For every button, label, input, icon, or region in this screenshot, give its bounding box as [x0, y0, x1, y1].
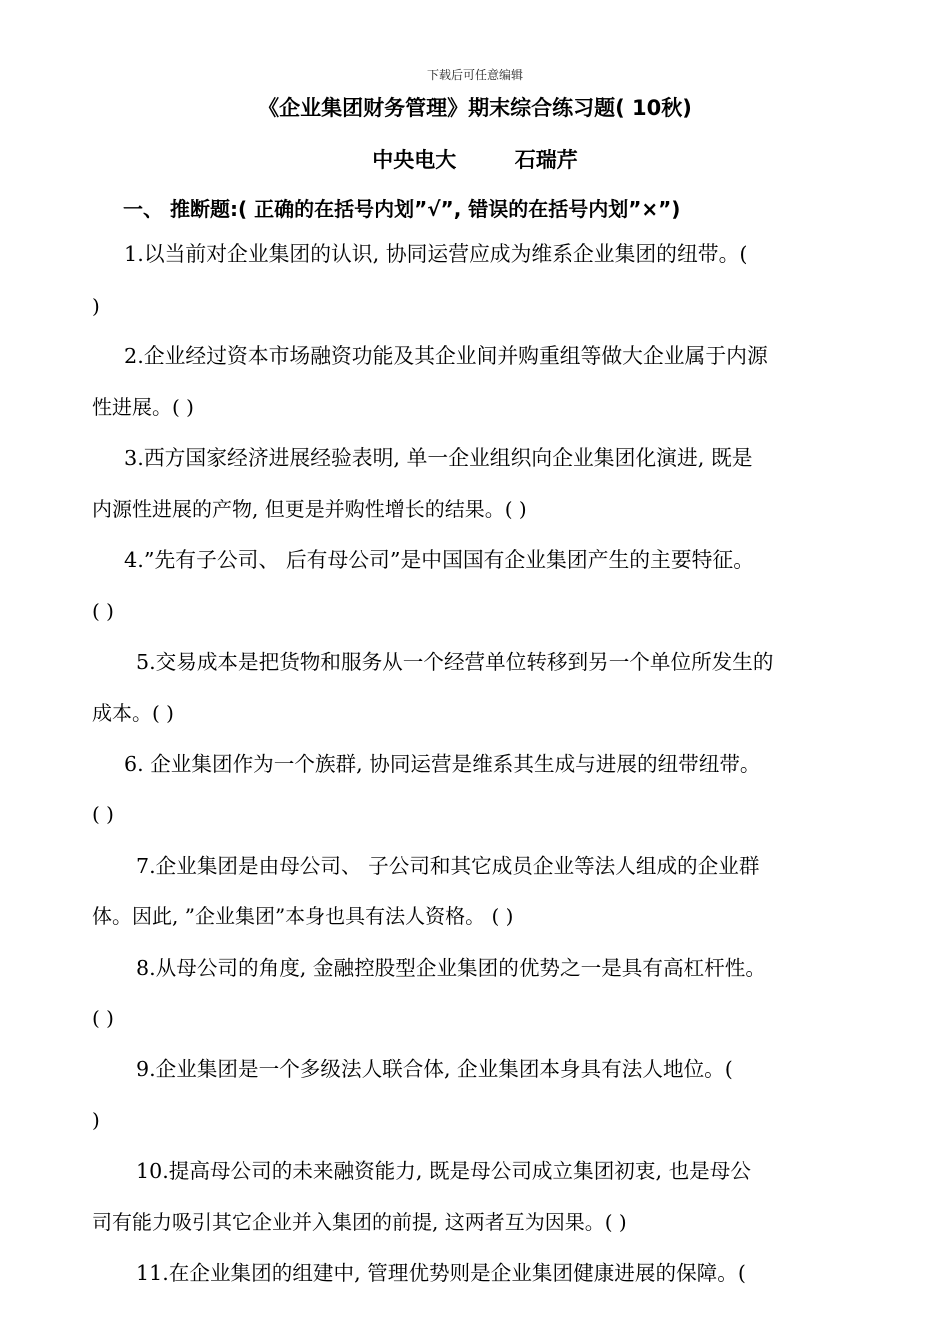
question-11-line-1: 11.在企业集团的组建中, 管理优势则是企业集团健康进展的保障。(	[136, 1261, 746, 1285]
question-2-line-2: 性进展。( )	[92, 395, 194, 419]
question-4-line-1: 4.”先有子公司、 后有母公司”是中国国有企业集团产生的主要特征。	[124, 548, 755, 572]
question-1-line-1: 1.以当前对企业集团的认识, 协同运营应成为维系企业集团的纽带。(	[124, 242, 748, 266]
question-8-line-1: 8.从母公司的角度, 金融控股型企业集团的优势之一是具有高杠杆性。	[136, 956, 766, 980]
question-7-line-1: 7.企业集团是由母公司、 子公司和其它成员企业等法人组成的企业群	[136, 854, 760, 878]
question-9-line-2: )	[92, 1108, 100, 1132]
question-4-line-2: ( )	[92, 599, 114, 623]
question-8-line-2: ( )	[92, 1006, 114, 1030]
question-1-line-2: )	[92, 294, 100, 318]
question-5-line-1: 5.交易成本是把货物和服务从一个经营单位转移到另一个单位所发生的	[136, 650, 774, 674]
header-note: 下载后可任意编辑	[426, 68, 523, 82]
question-6-line-2: ( )	[92, 802, 114, 826]
question-3-line-2: 内源性进展的产物, 但更是并购性增长的结果。( )	[92, 497, 527, 521]
section-heading: 一、 推断题:( 正确的在括号内划”√”, 错误的在括号内划”×”)	[123, 197, 681, 221]
question-5-line-2: 成本。( )	[92, 701, 174, 725]
document-title: 《企业集团财务管理》期末综合练习题( 10秋)	[258, 96, 692, 120]
question-9-line-1: 9.企业集团是一个多级法人联合体, 企业集团本身具有法人地位。(	[136, 1057, 733, 1081]
question-10-line-1: 10.提高母公司的未来融资能力, 既是母公司成立集团初衷, 也是母公	[136, 1159, 751, 1183]
question-7-line-2: 体。因此, ”企业集团”本身也具有法人资格。 ( )	[92, 904, 514, 928]
question-6-line-1: 6. 企业集团作为一个族群, 协同运营是维系其生成与进展的纽带纽带。	[124, 752, 761, 776]
question-3-line-1: 3.西方国家经济进展经验表明, 单一企业组织向企业集团化演进, 既是	[124, 446, 753, 470]
question-2-line-1: 2.企业经过资本市场融资功能及其企业间并购重组等做大企业属于内源	[124, 344, 768, 368]
question-10-line-2: 司有能力吸引其它企业并入集团的前提, 这两者互为因果。( )	[92, 1210, 627, 1234]
authors-line: 中央电大 石瑞芹	[372, 148, 578, 172]
